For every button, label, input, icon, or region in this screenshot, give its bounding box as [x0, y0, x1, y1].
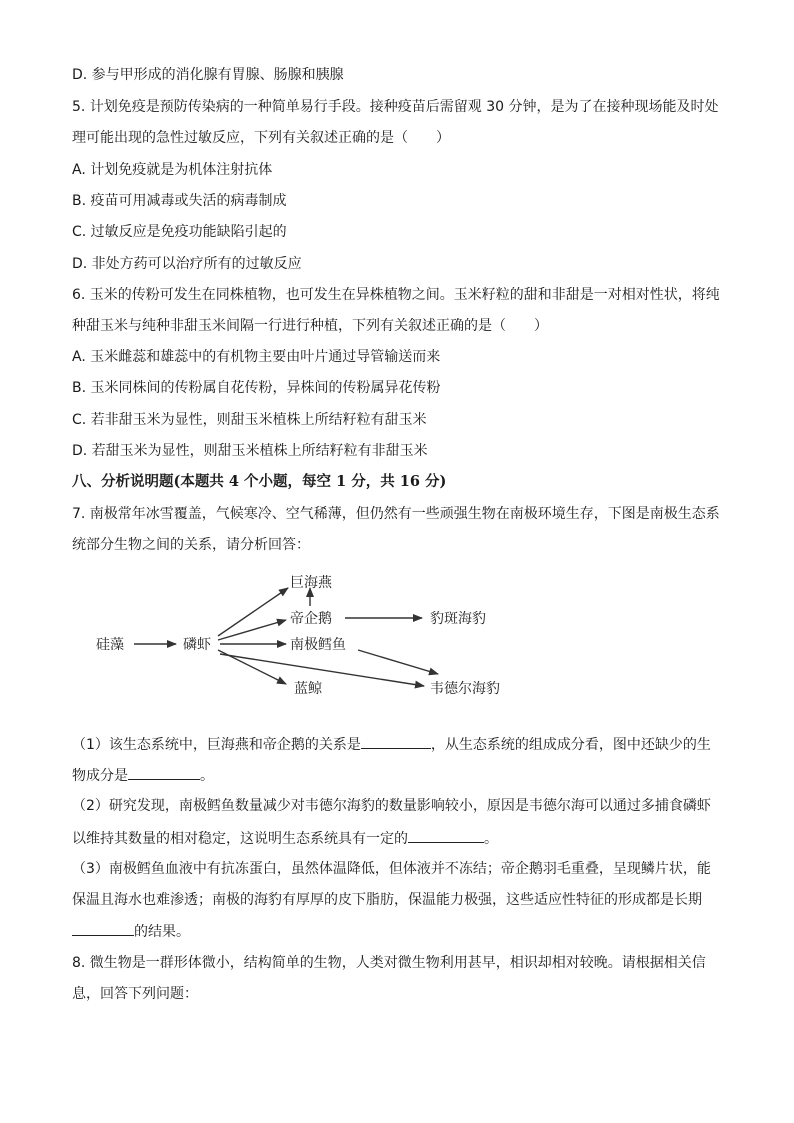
- question-5-option-a: A. 计划免疫就是为机体注射抗体: [72, 162, 273, 178]
- answer-blank-3: [408, 828, 484, 843]
- answer-blank-4: [72, 921, 134, 936]
- node-petrel: 巨海燕: [290, 575, 332, 591]
- answer-blank-1: [361, 734, 431, 749]
- node-leopard-seal: 豹斑海豹: [430, 611, 486, 627]
- question-7-stem-line-2: 统部分生物之间的关系，请分析回答：: [72, 537, 310, 553]
- part-3-line-2: 保温且海水也难渗透；南极的海豹有厚厚的皮下脂肪，保温能力极强，这些适应性特征的形成都是长期: [72, 892, 702, 908]
- food-web-diagram: [0, 560, 794, 710]
- question-7-stem-line-1: 7. 南极常年冰雪覆盖，气候寒冷、空气稀薄，但仍然有一些顽强生物在南极环境生存，下图是南极生态系: [72, 506, 720, 522]
- part-1-text-d: 。: [200, 768, 214, 784]
- part-3-line-3: [72, 921, 190, 942]
- node-weddell-seal: 韦德尔海豹: [430, 681, 500, 697]
- node-diatom: 硅藻: [96, 637, 124, 653]
- node-blue-whale: 蓝鲸: [294, 681, 322, 697]
- question-5-option-d: D. 非处方药可以治疗所有的过敏反应: [72, 256, 302, 272]
- part-2-text-a: 以维持其数量的相对稳定，这说明生态系统具有一定的: [72, 831, 408, 847]
- part-3-line-1: （3）南极鳕鱼血液中有抗冻蛋白，虽然体温降低，但体液并不冻结；帝企鹅羽毛重叠，呈现鳞片状，能: [72, 861, 711, 877]
- arrow-krill-penguin: [218, 620, 286, 640]
- question-5-stem-line-1: 5. 计划免疫是预防传染病的一种简单易行手段。接种疫苗后需留观 30 分钟，是为了在接种现场能及时处: [72, 99, 719, 115]
- part-3-text-end: 的结果。: [134, 924, 190, 940]
- arrow-krill-weddell-seal: [220, 654, 424, 686]
- question-6-option-c: C. 若非甜玉米为显性，则甜玉米植株上所结籽粒有甜玉米: [72, 412, 427, 428]
- question-8-stem-line-2: 息，回答下列问题：: [72, 986, 198, 1002]
- node-krill: 磷虾: [183, 637, 211, 653]
- part-2-line-1: （2）研究发现，南极鳕鱼数量减少对韦德尔海豹的数量影响较小，原因是韦德尔海可以通过多捕食磷虾: [72, 798, 711, 814]
- question-6-option-d: D. 若甜玉米为显性，则甜玉米植株上所结籽粒有非甜玉米: [72, 443, 428, 459]
- question-6-stem-line-2: 种甜玉米与纯种非甜玉米间隔一行进行种植，下列有关叙述正确的是（ ）: [72, 318, 548, 334]
- section-heading: 八、分析说明题(本题共 4 个小题，每空 1 分，共 16 分): [72, 473, 447, 490]
- question-8-stem-line-1: 8. 微生物是一群形体微小，结构简单的生物，人类对微生物利用甚早，相识却相对较晚。请根据相关信: [72, 955, 706, 971]
- arrow-cod-weddell-seal: [358, 650, 438, 674]
- part-1-text-b: ，从生态系统的组成成分看，图中还缺少的生: [430, 737, 711, 753]
- question-6-option-b: B. 玉米同株间的传粉属自花传粉，异株间的传粉属异花传粉: [72, 380, 441, 396]
- question-5-option-b: B. 疫苗可用减毒或失活的病毒制成: [72, 193, 287, 209]
- part-1-text-c: 物成分是: [72, 768, 128, 784]
- part-1-line-2: [72, 765, 214, 786]
- question-5-stem-line-2: 理可能出现的急性过敏反应，下列有关叙述正确的是（ ）: [72, 130, 450, 146]
- part-1-line-1: [72, 734, 711, 755]
- arrow-krill-petrel: [218, 588, 288, 636]
- question-6-option-a: A. 玉米雌蕊和雄蕊中的有机物主要由叶片通过导管输送而来: [72, 349, 441, 365]
- node-cod: 南极鳕鱼: [290, 637, 346, 653]
- question-6-stem-line-1: 6. 玉米的传粉可发生在同株植物，也可发生在异株植物之间。玉米籽粒的甜和非甜是一对相对性状，将纯: [72, 287, 720, 303]
- question-4-option-d: D. 参与甲形成的消化腺有胃腺、肠腺和胰腺: [72, 67, 344, 83]
- question-5-option-c: C. 过敏反应是免疫功能缺陷引起的: [72, 224, 287, 240]
- part-2-line-2: [72, 828, 498, 849]
- node-penguin: 帝企鹅: [290, 611, 332, 627]
- part-1-text-a: （1）该生态系统中，巨海燕和帝企鹅的关系是: [72, 737, 361, 753]
- answer-blank-2: [128, 765, 200, 780]
- part-2-text-b: 。: [484, 831, 498, 847]
